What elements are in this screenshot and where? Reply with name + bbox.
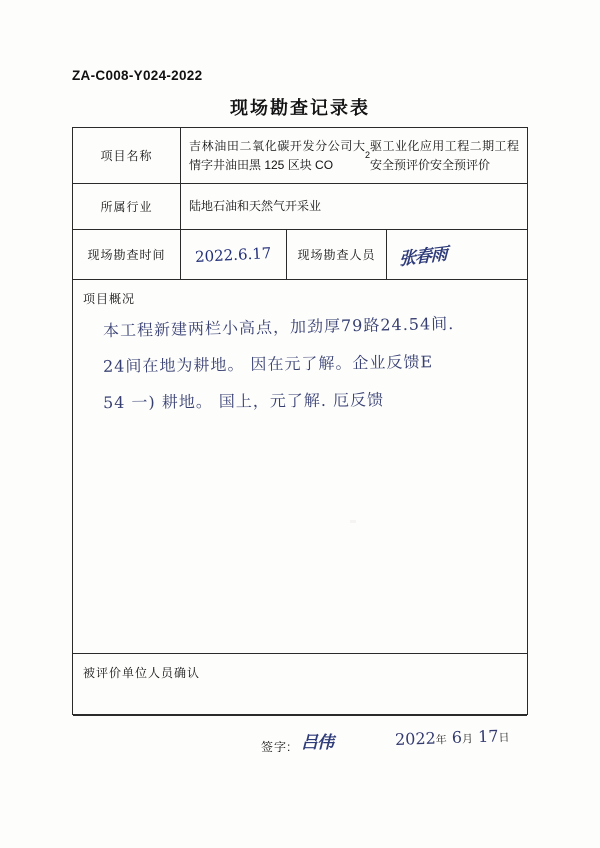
signature-value bbox=[301, 728, 333, 753]
surveyor-signature: 张春雨 bbox=[398, 244, 447, 271]
table-row-project bbox=[73, 128, 527, 184]
project-overview-label: 项目概况 bbox=[83, 292, 136, 306]
date-month-value: 6 bbox=[451, 727, 462, 748]
date-year-unit: 年 bbox=[435, 734, 447, 747]
signature-date bbox=[394, 726, 509, 749]
project-overview-handwriting bbox=[103, 314, 513, 425]
project-name-text-part2: 驱工业化应用工程二期工程安全预评价安全预评价 bbox=[370, 138, 519, 172]
survey-time-label: 现场勘查时间 bbox=[73, 230, 181, 279]
page-title: 现场勘查记录表 bbox=[230, 98, 370, 118]
overview-line-3: 54 一) 耕地。 国上，元了解. 厄反馈 bbox=[102, 390, 385, 413]
table-row-signature bbox=[73, 716, 527, 770]
table-row-confirm bbox=[73, 654, 527, 716]
document-code: ZA-C008-Y024-2022 bbox=[72, 68, 203, 83]
survey-time-handwriting: 2022.6.17 bbox=[194, 243, 273, 266]
date-month-unit: 月 bbox=[461, 733, 473, 746]
project-name-value bbox=[181, 128, 527, 183]
signer-signature: 吕伟 bbox=[301, 733, 333, 753]
date-year-value: 2022 bbox=[394, 728, 436, 749]
date-day-value: 17 bbox=[477, 726, 499, 747]
evaluated-unit-confirm-label: 被评价单位人员确认 bbox=[83, 666, 201, 680]
overview-line-1: 本工程新建两栏小高点，加劲厚79路24.54间. bbox=[102, 313, 455, 341]
survey-person-label: 现场勘查人员 bbox=[287, 230, 387, 279]
survey-record-table bbox=[72, 127, 528, 754]
survey-time-value bbox=[181, 230, 287, 279]
industry-label: 所属行业 bbox=[73, 184, 181, 229]
survey-person-value bbox=[387, 230, 527, 279]
project-name-label: 项目名称 bbox=[73, 128, 181, 183]
table-row-time-person bbox=[73, 230, 527, 280]
table-row-overview bbox=[73, 280, 527, 654]
industry-value: 陆地石油和天然气开采业 bbox=[189, 199, 322, 213]
overview-line-2: 24间在地为耕地。 因在元了解。企业反馈E bbox=[102, 352, 434, 376]
table-row-industry bbox=[73, 184, 527, 230]
date-day-unit: 日 bbox=[497, 732, 510, 745]
signature-label: 签字: bbox=[261, 740, 292, 754]
project-name-text-part1: 吉林油田二氧化碳开发分公司大情字井油田黑 125 区块 CO bbox=[189, 138, 366, 172]
project-name-subscript: 2 bbox=[365, 150, 371, 160]
